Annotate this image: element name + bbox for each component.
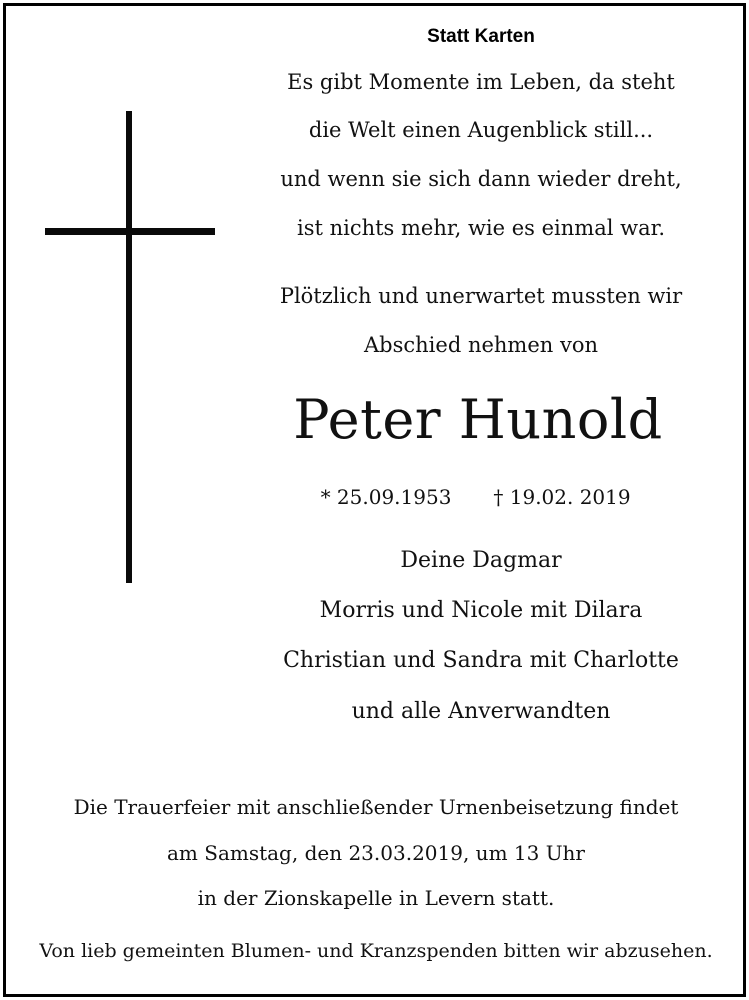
family-line-1: Deine Dagmar: [400, 548, 562, 573]
closing-note: Von lieb gemeinten Blumen- und Kranzspenden bitten wir abzusehen.: [39, 940, 713, 962]
poem-line-4: ist nichts mehr, wie es einmal war.: [296, 216, 666, 240]
family-line-2: Morris und Nicole mit Dilara: [319, 598, 643, 623]
intro-line-1: Plötzlich und unerwartet mussten wir: [279, 284, 683, 308]
poem-line-2: die Welt einen Augenblick still...: [308, 118, 654, 142]
cross-icon-bar: [45, 228, 215, 235]
cross-icon: [126, 111, 132, 583]
intro-line-2: Abschied nehmen von: [364, 333, 598, 357]
heading: Statt Karten: [427, 26, 535, 47]
ceremony-line-2: am Samstag, den 23.03.2019, um 13 Uhr: [167, 841, 585, 865]
poem-line-1: Es gibt Momente im Leben, da steht: [287, 70, 675, 94]
birth-date: * 25.09.1953: [320, 485, 452, 509]
death-date: † 19.02. 2019: [493, 485, 631, 509]
family-line-4: und alle Anverwandten: [351, 699, 611, 724]
ceremony-line-3: in der Zionskapelle in Levern statt.: [197, 886, 555, 910]
deceased-name: Peter Hunold: [293, 388, 663, 451]
ceremony-line-1: Die Trauerfeier mit anschließender Urnenbeisetzung findet: [73, 795, 679, 819]
family-line-3: Christian und Sandra mit Charlotte: [283, 648, 679, 673]
poem-line-3: und wenn sie sich dann wieder dreht,: [280, 167, 682, 191]
